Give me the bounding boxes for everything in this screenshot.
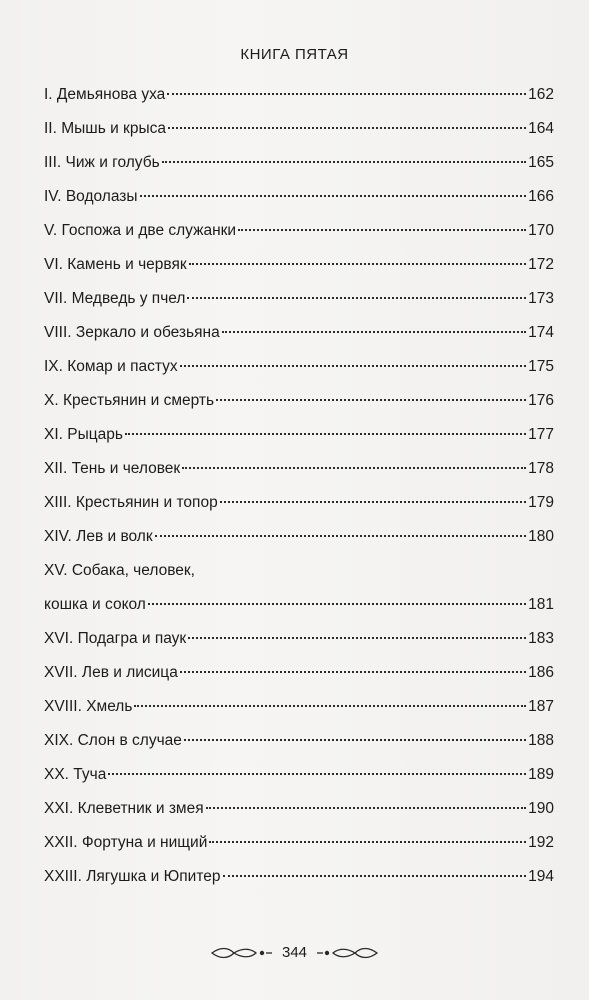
- dot-leader: [162, 161, 526, 163]
- dot-leader: [155, 535, 526, 537]
- toc-entry-title: XXI. Клеветник и змея: [44, 800, 204, 817]
- dot-leader: [238, 229, 526, 231]
- toc-entry-title: XX. Туча: [44, 766, 107, 783]
- toc-entry-title: XIV. Лев и волк: [44, 528, 153, 545]
- dot-leader: [222, 331, 526, 333]
- toc-entry-page: 165: [528, 154, 554, 171]
- ornament-left-icon: [210, 945, 274, 961]
- toc-entry-page: 181: [528, 596, 554, 613]
- toc-entry-title: VI. Камень и червяк: [44, 256, 187, 273]
- toc-entry: [44, 350, 554, 384]
- toc-entry: [44, 282, 554, 316]
- toc-entry-page: 188: [528, 732, 554, 749]
- toc-entry-page: 173: [528, 290, 554, 307]
- toc-entry-title: XVI. Подагра и паук: [44, 630, 187, 647]
- page-number: 344: [281, 944, 308, 961]
- dot-leader: [108, 773, 526, 775]
- dot-leader: [184, 739, 526, 741]
- toc-entry-title: XIX. Слон в случае: [44, 732, 182, 749]
- table-of-contents: [44, 78, 554, 894]
- toc-entry-title: II. Мышь и крыса: [44, 120, 166, 137]
- toc-entry: [44, 146, 554, 180]
- toc-entry-page: 194: [528, 868, 554, 885]
- ornament-right-icon: [315, 945, 379, 961]
- toc-entry: [44, 486, 554, 520]
- toc-entry-title: XVII. Лев и лисица: [44, 664, 178, 681]
- dot-leader: [223, 875, 527, 877]
- toc-entry: [44, 418, 554, 452]
- toc-entry-title: IX. Комар и пастух: [44, 358, 178, 375]
- toc-entry-title: I. Демьянова уха: [44, 86, 166, 103]
- toc-entry-page: 178: [528, 460, 554, 477]
- toc-entry: [44, 452, 554, 486]
- toc-entry-title: VIII. Зеркало и обезьяна: [44, 324, 220, 341]
- toc-entry: [44, 724, 554, 758]
- toc-entry-page: 180: [528, 528, 554, 545]
- toc-entry-page: 162: [528, 86, 554, 103]
- toc-entry: [44, 792, 554, 826]
- toc-entry-title: IV. Водолазы: [44, 188, 138, 205]
- toc-entry: [44, 622, 554, 656]
- toc-entry: [44, 384, 554, 418]
- toc-entry-page: 176: [528, 392, 554, 409]
- toc-entry: [44, 112, 554, 146]
- dot-leader: [180, 365, 527, 367]
- dot-leader: [148, 603, 526, 605]
- toc-entry: [44, 860, 554, 894]
- toc-entry-title: XI. Рыцарь: [44, 426, 123, 443]
- toc-entry-title: XXII. Фортуна и нищий: [44, 834, 208, 851]
- toc-entry-page: 164: [528, 120, 554, 137]
- toc-entry-page: 177: [528, 426, 554, 443]
- dot-leader: [188, 637, 526, 639]
- toc-entry-page: 175: [528, 358, 554, 375]
- dot-leader: [206, 807, 527, 809]
- toc-entry-title: XV. Собака, человек,: [44, 562, 195, 579]
- dot-leader: [216, 399, 526, 401]
- page-footer: [0, 944, 589, 961]
- toc-entry-title: VII. Медведь у пчел: [44, 290, 186, 307]
- dot-leader: [187, 297, 526, 299]
- dot-leader: [140, 195, 527, 197]
- toc-entry-page: 170: [528, 222, 554, 239]
- toc-entry: [44, 248, 554, 282]
- dot-leader: [220, 501, 526, 503]
- toc-entry-title: XII. Тень и человек: [44, 460, 181, 477]
- toc-entry-title: XXIII. Лягушка и Юпитер: [44, 868, 221, 885]
- toc-entry-page: 190: [528, 800, 554, 817]
- section-heading: КНИГА ПЯТАЯ: [240, 46, 349, 63]
- toc-entry: [44, 656, 554, 690]
- toc-entry: [44, 78, 554, 112]
- toc-entry: [44, 554, 554, 588]
- dot-leader: [180, 671, 526, 673]
- dot-leader: [168, 127, 526, 129]
- toc-entry: [44, 826, 554, 860]
- toc-entry: [44, 758, 554, 792]
- dot-leader: [134, 705, 526, 707]
- toc-entry-page: 189: [528, 766, 554, 783]
- toc-entry-title: III. Чиж и голубь: [44, 154, 160, 171]
- toc-entry: [44, 690, 554, 724]
- toc-entry: [44, 520, 554, 554]
- toc-entry-page: 179: [528, 494, 554, 511]
- toc-entry-page: 183: [528, 630, 554, 647]
- dot-leader: [189, 263, 526, 265]
- toc-entry-title: кошка и сокол: [44, 596, 146, 613]
- toc-entry: [44, 316, 554, 350]
- toc-entry: [44, 214, 554, 248]
- toc-entry: [44, 180, 554, 214]
- toc-entry: [44, 588, 554, 622]
- toc-entry-page: 192: [528, 834, 554, 851]
- toc-entry-page: 187: [528, 698, 554, 715]
- toc-entry-title: V. Госпожа и две служанки: [44, 222, 237, 239]
- dot-leader: [125, 433, 526, 435]
- toc-entry-page: 172: [528, 256, 554, 273]
- toc-entry-page: 166: [528, 188, 554, 205]
- dot-leader: [209, 841, 526, 843]
- toc-entry-page: 174: [528, 324, 554, 341]
- toc-entry-title: XVIII. Хмель: [44, 698, 133, 715]
- dot-leader: [167, 93, 526, 95]
- toc-entry-title: XIII. Крестьянин и топор: [44, 494, 218, 511]
- toc-entry-title: X. Крестьянин и смерть: [44, 392, 215, 409]
- toc-entry-page: 186: [528, 664, 554, 681]
- dot-leader: [182, 467, 526, 469]
